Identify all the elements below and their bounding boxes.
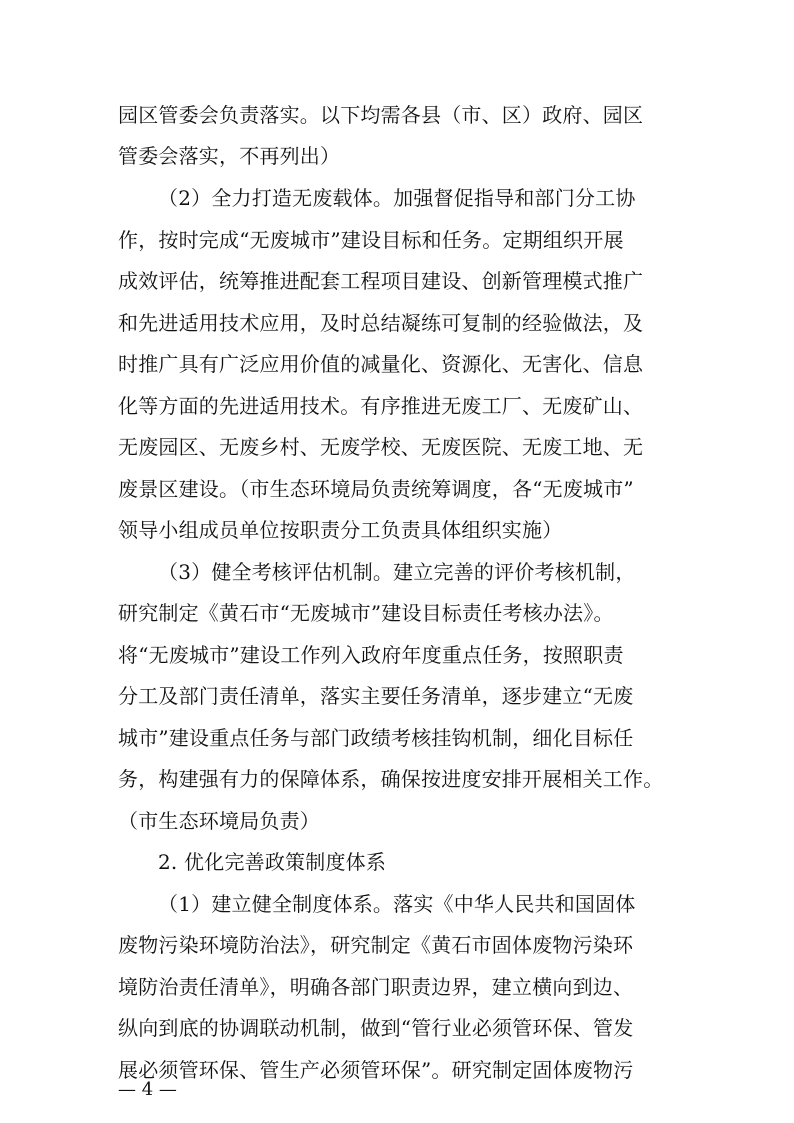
body-text-line: 务，构建强有力的保障体系，确保按进度安排开展相关工作。 <box>118 767 664 791</box>
body-text-line: 展必须管环保、管生产必须管环保”。研究制定固体废物污 <box>118 1058 634 1082</box>
body-text-line: 管委会落实，不再列出） <box>118 144 341 168</box>
section-heading: 2. 优化完善政策制度体系 <box>158 850 387 874</box>
body-text-line: 和先进适用技术应用，及时总结凝练可复制的经验做法，及 <box>118 311 644 335</box>
body-text-line: 境防治责任清单》，明确各部门职责边界，建立横向到边、 <box>118 975 634 999</box>
paragraph-start-line: （3）健全考核评估机制。建立完善的评价考核机制， <box>158 560 636 584</box>
body-text-line: 化等方面的先进适用技术。有序推进无废工厂、无废矿山、 <box>118 394 644 418</box>
body-text-line: 分工及部门责任清单，落实主要任务清单，逐步建立“无废 <box>118 684 634 708</box>
body-text-line: 时推广具有广泛应用价值的减量化、资源化、无害化、信息 <box>118 352 644 376</box>
body-text-line: 成效评估，统筹推进配套工程项目建设、创新管理模式推广 <box>118 269 644 293</box>
body-text-line: 废物污染环境防治法》，研究制定《黄石市固体废物污染环 <box>118 933 634 957</box>
body-text-line: 废景区建设。（市生态环境局负责统筹调度，各“无废城市” <box>118 477 634 501</box>
page-number: — 4 — <box>118 1079 177 1100</box>
body-text-line: 纵向到底的协调联动机制，做到“管行业必须管环保、管发 <box>118 1016 634 1040</box>
body-text-line: 无废园区、无废乡村、无废学校、无废医院、无废工地、无 <box>118 435 644 459</box>
paragraph-start-line: （2）全力打造无废载体。加强督促指导和部门分工协 <box>158 186 636 210</box>
body-text-line: 园区管委会负责落实。以下均需各县（市、区）政府、园区 <box>118 103 644 127</box>
body-text-line: 作，按时完成“无废城市”建设目标和任务。定期组织开展 <box>118 228 624 252</box>
paragraph-start-line: （1）建立健全制度体系。落实《中华人民共和国固体 <box>158 892 636 916</box>
body-text-line: 将“无废城市”建设工作列入政府年度重点任务，按照职责 <box>118 643 624 667</box>
body-text-line: 研究制定《黄石市“无废城市”建设目标责任考核办法》。 <box>118 601 614 625</box>
body-text-line: （市生态环境局负责） <box>118 809 320 833</box>
body-text-line: 领导小组成员单位按职责分工负责具体组织实施） <box>118 518 563 542</box>
body-text-line: 城市”建设重点任务与部门政绩考核挂钩机制，细化目标任 <box>118 726 634 750</box>
